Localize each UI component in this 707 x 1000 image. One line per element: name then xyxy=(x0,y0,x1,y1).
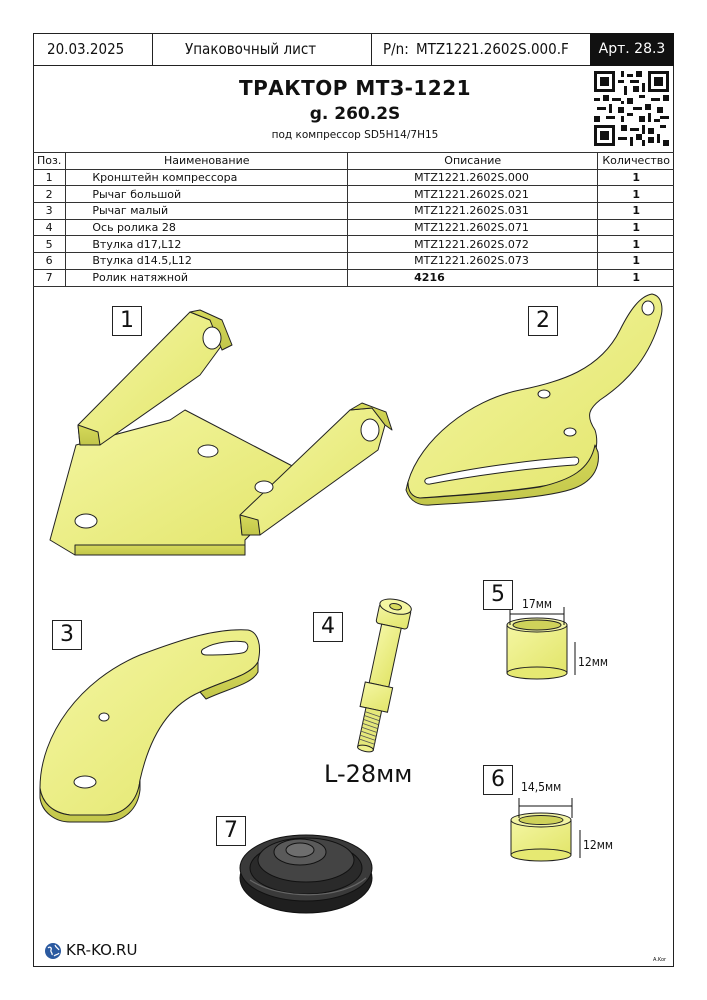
part-1-bracket xyxy=(50,310,392,555)
part-7-pulley xyxy=(240,835,372,913)
title-engine: g. 260.2S xyxy=(309,104,401,124)
part-4-axle xyxy=(349,596,413,754)
table-row: 7 Ролик натяжной 4216 1 xyxy=(33,269,674,286)
header-part-number: MTZ1221.2602S.000.F xyxy=(416,40,569,58)
footer-site[interactable]: KR-KO.RU xyxy=(66,941,138,959)
globe-icon xyxy=(44,942,62,960)
table-row: 3 Рычаг малый MTZ1221.2602S.031 1 xyxy=(33,203,674,220)
part-3-small-lever xyxy=(40,630,260,822)
col-pos: Поз. xyxy=(33,153,66,170)
title-tractor: ТРАКТОР МТЗ-1221 xyxy=(238,76,472,100)
bush6-diameter: 14,5мм xyxy=(521,780,562,794)
footer-mark: A.Kor xyxy=(653,957,667,963)
part-label-1: 1 xyxy=(112,306,142,336)
part-label-2: 2 xyxy=(528,306,558,336)
part-5-bushing xyxy=(507,607,575,679)
col-desc: Описание xyxy=(348,153,598,170)
table-row: 2 Рычаг большой MTZ1221.2602S.021 1 xyxy=(33,186,674,203)
table-row: 1 Кронштейн компрессора MTZ1221.2602S.000 1 xyxy=(33,169,674,186)
table-row: 5 Втулка d17,L12 MTZ1221.2602S.072 1 xyxy=(33,236,674,253)
table-row: 4 Ось ролика 28 MTZ1221.2602S.071 1 xyxy=(33,219,674,236)
part-label-6: 6 xyxy=(483,765,513,795)
title-compressor: под компрессор SD5H14/7H15 xyxy=(271,129,439,141)
table-row: 6 Втулка d14.5,L12 MTZ1221.2602S.073 1 xyxy=(33,253,674,270)
header-doc-title: Упаковочный лист xyxy=(185,40,317,58)
bush5-diameter: 17мм xyxy=(522,597,553,611)
col-qty: Количество xyxy=(598,153,674,170)
bush5-length: 12мм xyxy=(578,655,609,669)
part-label-3: 3 xyxy=(52,620,82,650)
axle-length: L-28мм xyxy=(324,760,413,788)
bush6-length: 12мм xyxy=(583,838,614,852)
article-badge: Арт. 28.3 xyxy=(590,33,674,66)
part-label-7: 7 xyxy=(216,816,246,846)
part-label-5: 5 xyxy=(483,580,513,610)
part-label-4: 4 xyxy=(313,612,343,642)
part-6-bushing xyxy=(511,798,580,861)
header-pn-prefix: P/n: xyxy=(383,40,409,58)
header-date: 20.03.2025 xyxy=(47,40,125,58)
col-name: Наименование xyxy=(66,153,348,170)
